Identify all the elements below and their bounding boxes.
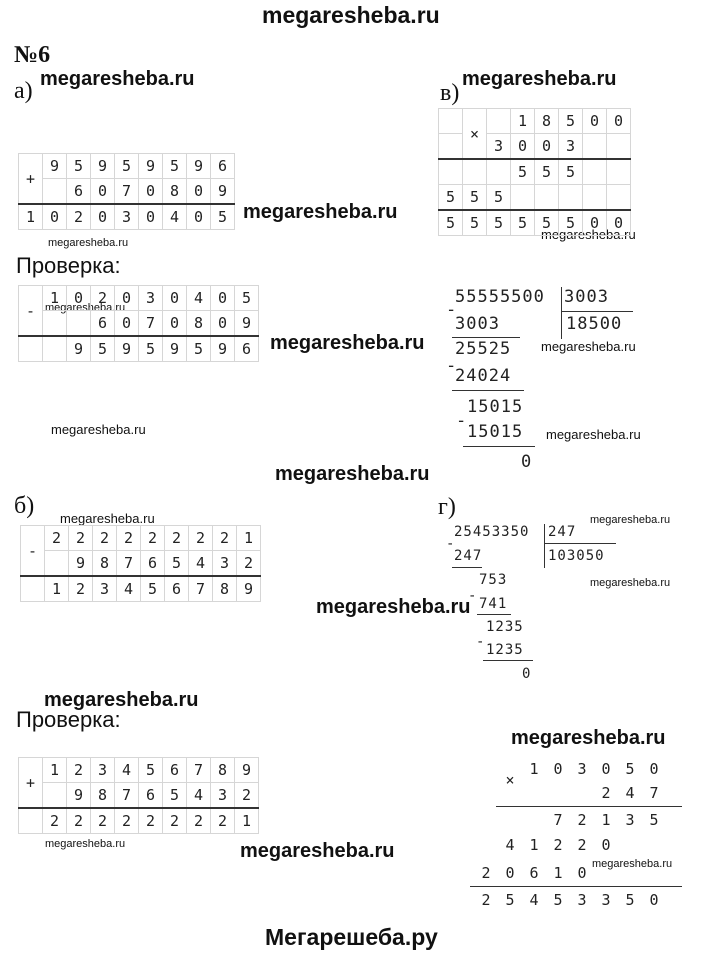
table-row: 2 2 2 2 2 2 2 2 1 [19,808,259,834]
multiplication-grid-v [438,108,631,236]
watermark: megaresheba.ru [51,422,146,437]
minus-sign: - [468,588,478,604]
operator: - [21,526,45,577]
watermark: megaresheba.ru [40,68,195,90]
task-number: №6 [14,42,51,68]
minus-sign: - [446,536,456,552]
remainder-2: 15015 [467,397,524,417]
watermark: megaresheba.ru [316,596,471,618]
table-row: 5 5 5 [439,185,631,211]
watermark: megaresheba.ru [48,237,129,249]
divisor: 3003 [564,287,609,307]
table-row: 6 0 7 0 8 0 9 [19,311,259,337]
table-row: 9 8 7 6 5 4 3 2 [21,551,261,577]
subtraction-grid-a-check [18,285,259,362]
remainder-final: 0 [521,452,533,472]
watermark: megaresheba.ru [240,840,395,862]
watermark: megaresheba.ru [590,514,671,526]
table-row: - 2 2 2 2 2 2 2 2 1 [21,526,261,551]
label-g: г) [438,494,456,520]
label-v: в) [440,80,460,106]
table-row: 1 0 2 0 3 0 4 0 5 [19,204,235,230]
watermark: megaresheba.ru [270,332,425,354]
remainder-2: 1235 [486,619,524,635]
quotient: 18500 [566,314,623,334]
table-row: + 1 2 3 4 5 6 7 8 9 [19,758,259,783]
watermark: megaresheba.ru [45,838,126,850]
table-row: 9 8 7 6 5 4 3 2 [19,783,259,809]
watermark: megaresheba.ru [45,302,126,314]
watermark: megaresheba.ru [541,227,636,242]
watermark: megaresheba.ru [511,727,666,749]
divisor: 247 [548,524,577,540]
subtrahend-1: 247 [454,548,483,564]
operator: - [19,286,43,337]
addition-grid-b-check [18,757,259,834]
minus-sign: - [446,356,458,376]
table-row: + 9 5 9 5 9 5 9 6 [19,154,235,179]
table-row: 3 0 0 3 [439,134,631,160]
site-footer: Мегарешеба.ру [265,924,438,950]
subtraction-grid-b [20,525,261,602]
dividend: 25453350 [454,524,530,540]
subtrahend-3: 1235 [486,642,524,658]
minus-sign: - [476,634,486,650]
operator: × [505,771,515,789]
table-row: 5 5 5 5 5 5 0 0 [439,210,631,236]
dividend: 55555500 [455,287,545,307]
subtrahend-2: 24024 [455,366,512,386]
table-row: 1 2 3 4 5 6 7 8 9 [21,576,261,602]
table-row: - 1 0 2 0 3 0 4 0 5 [19,286,259,311]
operator: + [19,758,43,809]
remainder-1: 753 [479,572,508,588]
subtrahend-1: 3003 [455,314,500,334]
table-row: 5 5 5 [439,159,631,185]
operator: × [463,109,487,160]
table-row: 9 5 9 5 9 5 9 6 [19,336,259,362]
subtrahend-2: 741 [479,596,508,612]
watermark: megaresheba.ru [592,858,673,870]
watermark: megaresheba.ru [60,511,155,526]
addition-grid-a [18,153,235,230]
watermark: megaresheba.ru [243,201,398,223]
watermark: megaresheba.ru [541,339,636,354]
operator: + [19,154,43,205]
watermark: megaresheba.ru [546,427,641,442]
watermark: megaresheba.ru [462,68,617,90]
label-a: а) [14,78,33,104]
check-label-b: Проверка: [16,707,121,732]
watermark: megaresheba.ru [275,463,430,485]
watermark: megaresheba.ru [44,689,199,711]
label-b: б) [14,493,35,519]
quotient: 103050 [548,548,605,564]
table-row: 6 0 7 0 8 0 9 [19,179,235,205]
site-header: megaresheba.ru [262,2,440,28]
remainder-1: 25525 [455,339,512,359]
table-row: × 1 8 5 0 0 [439,109,631,134]
remainder-final: 0 [522,666,532,682]
watermark: megaresheba.ru [590,577,671,589]
check-label-a: Проверка: [16,253,121,278]
subtrahend-3: 15015 [467,422,524,442]
minus-sign: - [446,300,458,320]
minus-sign: - [456,411,468,431]
